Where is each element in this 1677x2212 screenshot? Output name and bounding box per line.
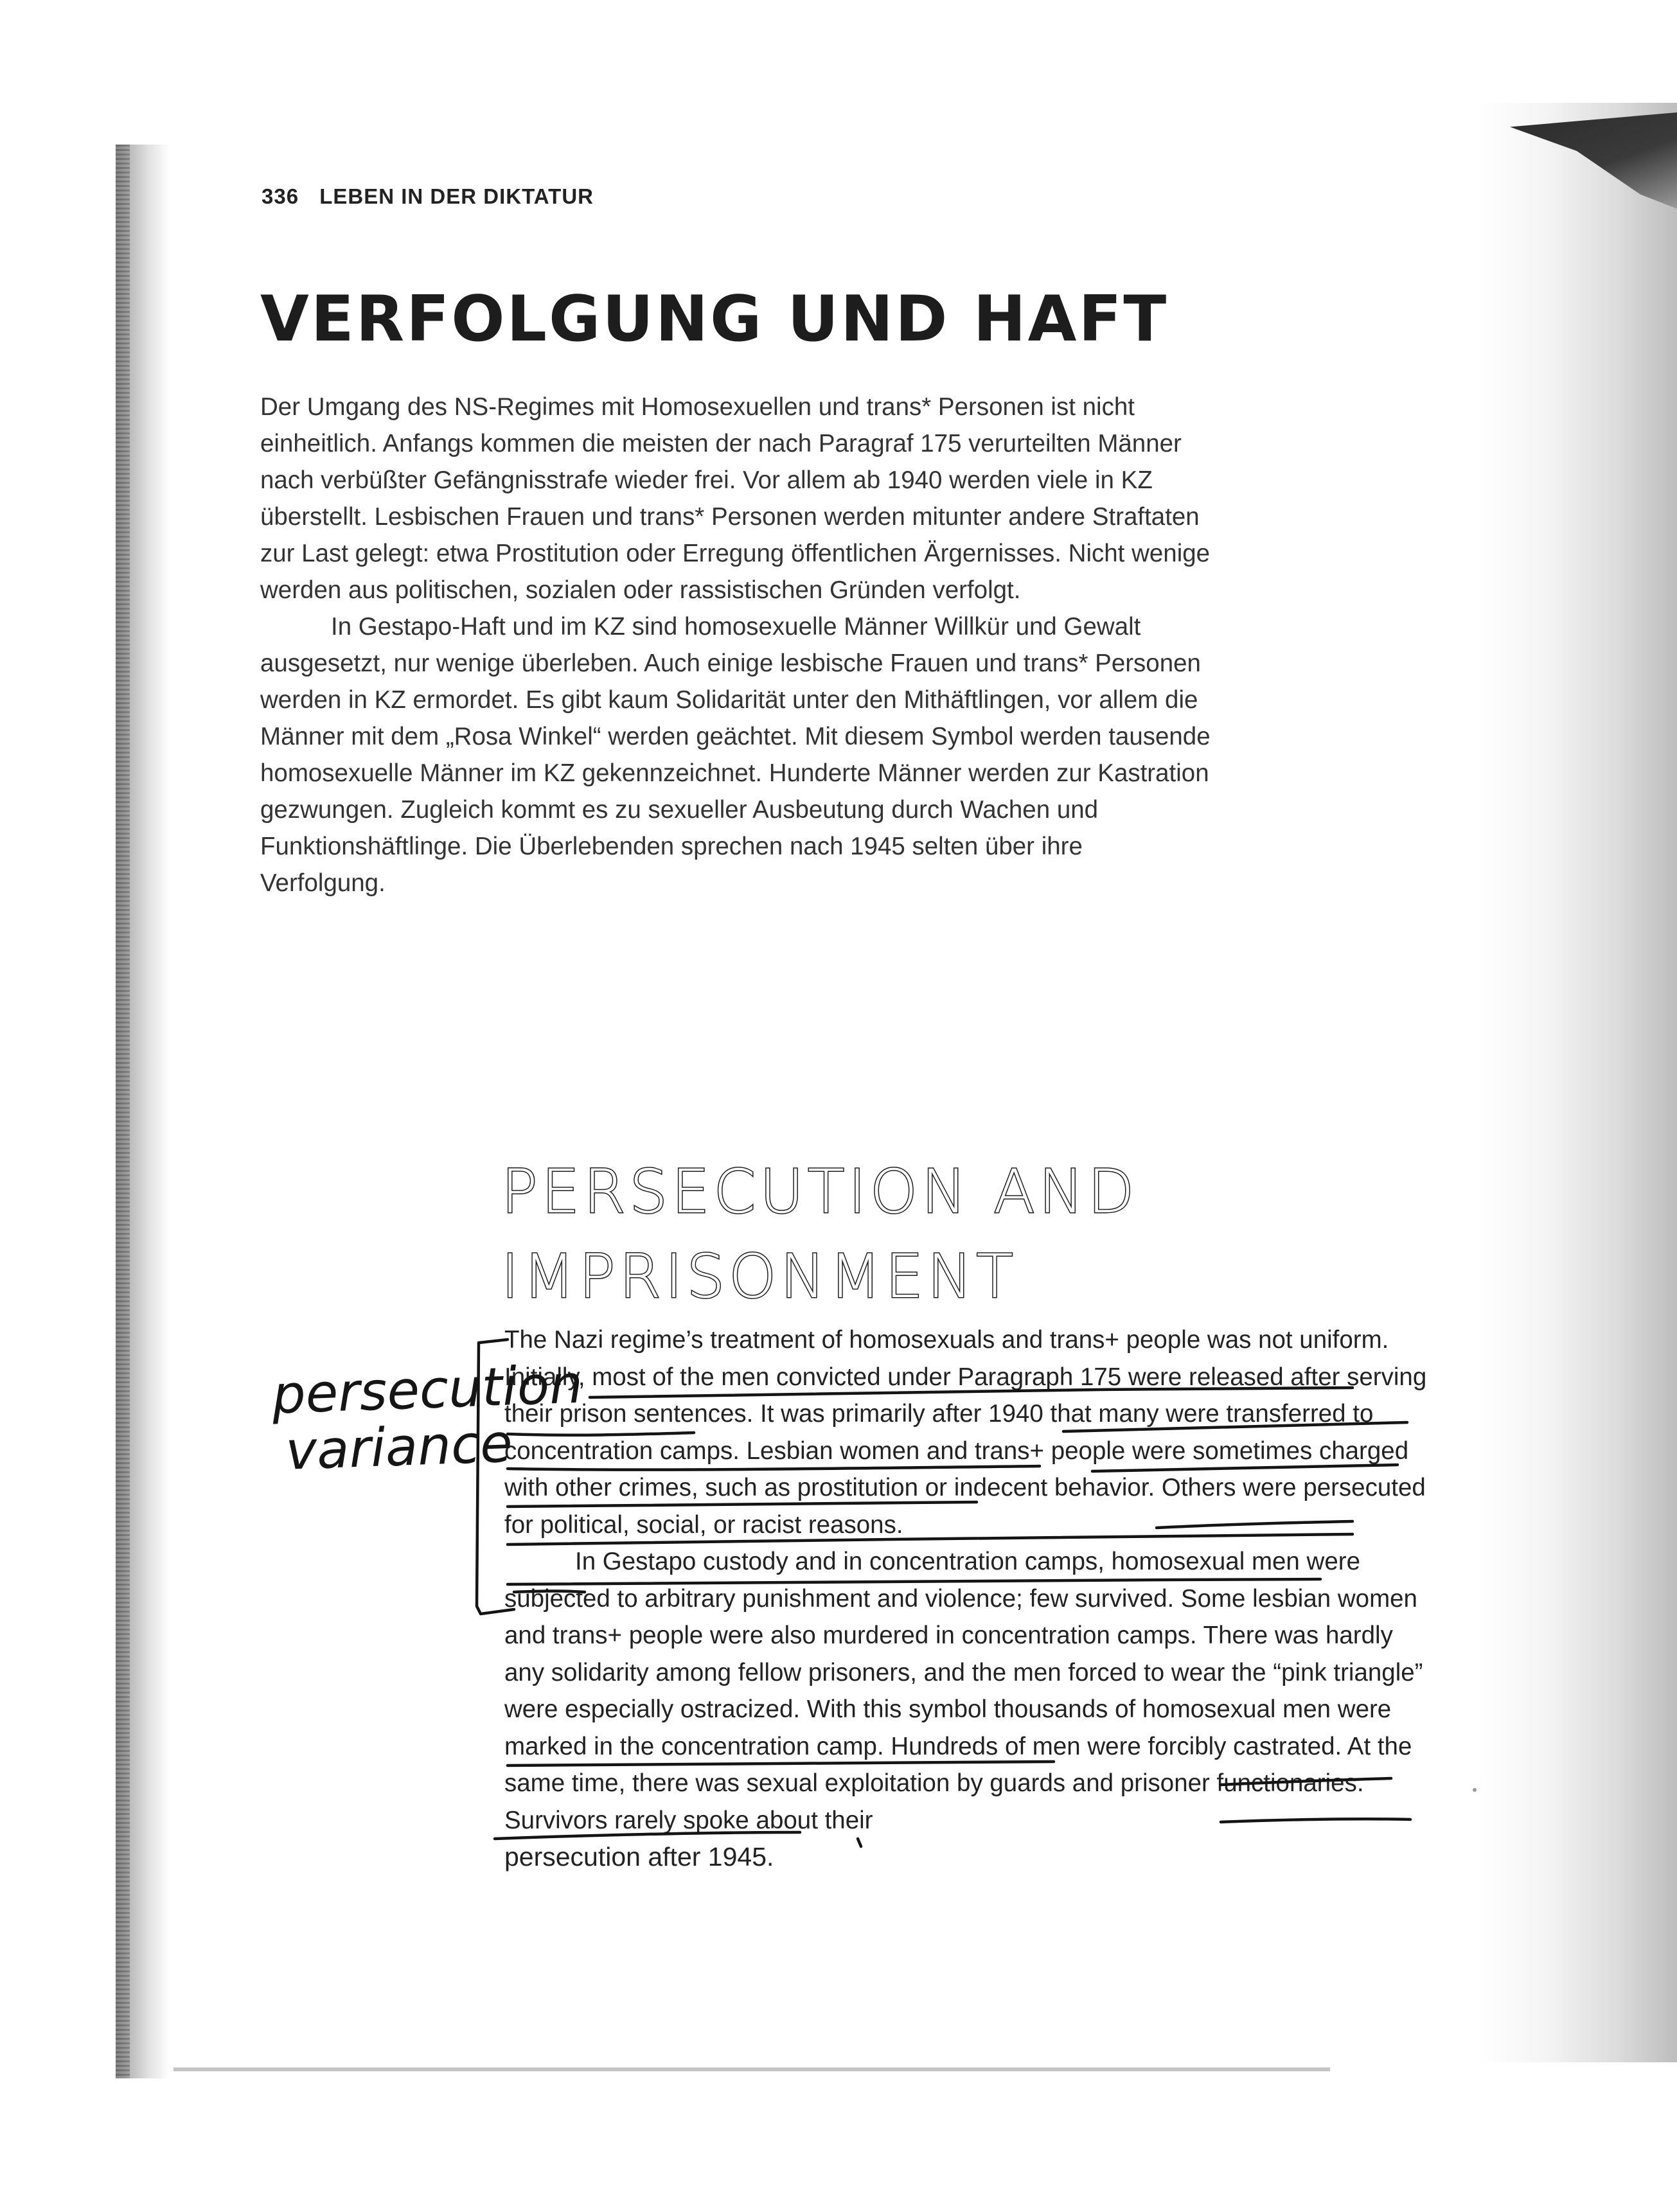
- english-paragraph-1: The Nazi regime’s treatment of homosexuals and trans+ people was not uniform. Initially, most of the men convicted under Paragraph 175 were released after serving their prison sentences. It was primarily after 1940 that many were transferred to concentration camps. Lesbian women and trans+ people were sometimes charged with other crimes, such as prostitution or indecent behavior. Others were persecuted for political, social, or racist reasons.: [504, 1326, 1427, 1539]
- scan-speck: [1473, 1788, 1477, 1792]
- english-heading-line-2: IMPRISONMENT: [501, 1242, 1017, 1312]
- page-bottom-edge: [173, 2067, 1330, 2071]
- english-heading-line-1: PERSECUTION AND: [501, 1157, 1139, 1227]
- english-last-line: persecution after 1945.: [504, 1842, 774, 1871]
- right-page-edge-shadow: [1478, 103, 1677, 2062]
- german-paragraph-1: Der Umgang des NS-Regimes mit Homosexuellen und trans* Personen ist nicht einheitlich. Anfangs kommen die meisten der nach Paragraf 175 verurteilten Männer nach verbüßter Gefängnisstrafe wieder frei. Vor allem ab 1940 werden viele in KZ überstellt. Lesbischen Frauen und trans* Personen werden mitunter andere Straftaten zur Last gelegt: etwa Prostitution oder Erregung öffentlichen Ärgernisses. Nicht wenige werden aus politischen, sozialen oder rassistischen Gründen verfolgt.: [260, 393, 1211, 604]
- page-number: 336: [262, 184, 299, 208]
- margin-note-line-1: persecution: [271, 1354, 584, 1426]
- running-head: [262, 184, 594, 209]
- margin-note-line-2: variance: [284, 1413, 514, 1482]
- german-body: [260, 389, 1211, 901]
- section-title: LEBEN IN DER DIKTATUR: [319, 184, 594, 208]
- german-heading: VERFOLGUNG UND HAFT: [260, 283, 1169, 356]
- english-heading: [501, 1150, 1138, 1320]
- handwritten-margin-note: [271, 1354, 585, 1482]
- german-paragraph-2: In Gestapo-Haft und im KZ sind homosexuelle Männer Willkür und Gewalt ausgesetzt, nur wenige überleben. Auch einige lesbische Frauen und trans* Personen werden in KZ ermordet. Es gibt kaum Solidarität unter den Mithäftlingen, vor allem die Männer mit dem „Rosa Winkel“ werden geächtet. Mit diesem Symbol werden tausende homosexuelle Männer im KZ gekennzeichnet. Hunderte Männer werden zur Kastration gezwungen. Zugleich kommt es zu sexueller Ausbeutung durch Wachen und Funktionshäftlinge. Die Überlebenden sprechen nach 1945 selten über ihre Verfolgung.: [260, 613, 1211, 897]
- english-paragraph-2: In Gestapo custody and in concentration camps, homosexual men were subjected to arbitrary punishment and violence; few survived. Some lesbian women and trans+ people were also murdered in concentration camps. There was hardly any solidarity among fellow prisoners, and the men forced to wear the “pink triangle” were especially ostracized. With this symbol thousands of homosexual men were marked in the concentration camp. Hundreds of men were forcibly castrated. At the same time, there was sexual exploitation by guards and prisoner functionaries. Survivors rarely spoke about their: [504, 1548, 1423, 1834]
- left-binding-shadow: [116, 145, 177, 2078]
- english-body: [504, 1322, 1430, 1876]
